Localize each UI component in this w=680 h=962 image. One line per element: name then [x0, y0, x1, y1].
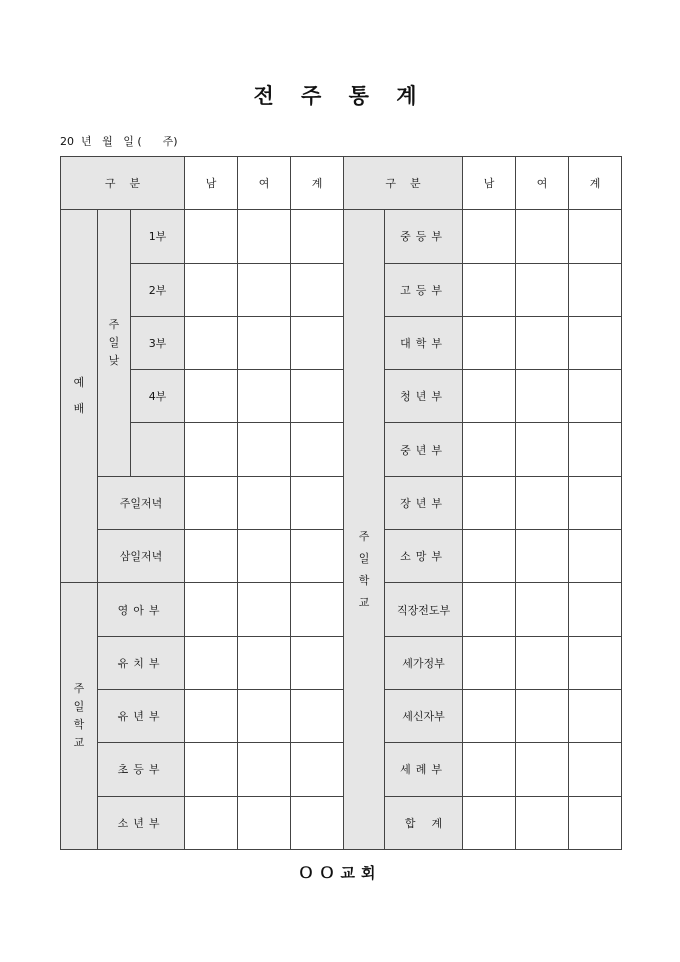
cell-female: [516, 316, 569, 369]
table-row: [61, 476, 622, 529]
cell-female: [516, 796, 569, 849]
cell-female: [516, 530, 569, 583]
table-row: [61, 316, 622, 369]
cell-male: [463, 476, 516, 529]
cell-total: [569, 796, 622, 849]
table-row: [61, 370, 622, 423]
cell-female: [238, 210, 291, 263]
cell-female: [238, 689, 291, 742]
cell-total: [569, 370, 622, 423]
table-row: [61, 583, 622, 636]
cell-female: [238, 743, 291, 796]
cell-total: [291, 210, 344, 263]
cell-total: [291, 316, 344, 369]
row-label-high-school: 고등부: [385, 263, 463, 316]
cell-male: [463, 423, 516, 476]
row-label-grand-total: 합계: [385, 796, 463, 849]
cell-female: [516, 743, 569, 796]
cell-male: [463, 263, 516, 316]
row-label-young-adult: 청년부: [385, 370, 463, 423]
cell-total: [569, 689, 622, 742]
cell-total: [569, 476, 622, 529]
row-label-workplace: 직장전도부: [385, 583, 463, 636]
cell-total: [569, 530, 622, 583]
cell-total: [291, 689, 344, 742]
row-label-new-family: 세가정부: [385, 636, 463, 689]
cell-female: [238, 796, 291, 849]
row-label-middle-aged: 중년부: [385, 423, 463, 476]
cell-total: [569, 423, 622, 476]
cell-total: [569, 743, 622, 796]
cell-female: [238, 370, 291, 423]
row-label-service-3: 3부: [131, 316, 185, 369]
row-label-college: 대학부: [385, 316, 463, 369]
cell-male: [463, 530, 516, 583]
cell-male: [185, 476, 238, 529]
cell-total: [569, 583, 622, 636]
cell-male: [463, 689, 516, 742]
cell-male: [463, 636, 516, 689]
row-label-youth: 소년부: [98, 796, 185, 849]
row-label-middle-school: 중등부: [385, 210, 463, 263]
cell-total: [291, 530, 344, 583]
cell-male: [185, 316, 238, 369]
cell-female: [238, 583, 291, 636]
cell-total: [291, 743, 344, 796]
table-row: [61, 210, 622, 263]
cell-female: [516, 476, 569, 529]
row-label-blank: [131, 423, 185, 476]
cell-male: [185, 530, 238, 583]
cell-female: [238, 263, 291, 316]
row-label-senior-adult: 장년부: [385, 476, 463, 529]
cell-total: [291, 476, 344, 529]
row-label-baptism: 세례부: [385, 743, 463, 796]
row-label-service-4: 4부: [131, 370, 185, 423]
header-female-left: 여: [238, 157, 291, 210]
row-label-service-2: 2부: [131, 263, 185, 316]
cell-male: [185, 636, 238, 689]
cell-female: [238, 316, 291, 369]
cell-male: [185, 743, 238, 796]
cell-female: [516, 689, 569, 742]
cell-female: [238, 530, 291, 583]
cell-total: [569, 210, 622, 263]
row-label-infant: 영아부: [98, 583, 185, 636]
header-male-right: 남: [463, 157, 516, 210]
table-row: [61, 530, 622, 583]
group-sunday-day: 주 일 낮: [98, 210, 131, 476]
church-name: ＯＯ교회: [298, 864, 382, 882]
cell-total: [291, 636, 344, 689]
page-title: 전 주 통 계: [253, 83, 427, 108]
table-row: [61, 263, 622, 316]
row-label-service-1: 1부: [131, 210, 185, 263]
table-row: [61, 796, 622, 849]
date-line: 20 년 월 일 ( 주): [60, 135, 178, 148]
cell-male: [463, 370, 516, 423]
table-row: [61, 689, 622, 742]
cell-male: [185, 263, 238, 316]
cell-male: [463, 583, 516, 636]
cell-male: [185, 796, 238, 849]
cell-total: [291, 263, 344, 316]
cell-total: [569, 263, 622, 316]
header-female-right: 여: [516, 157, 569, 210]
row-label-sunday-evening: 주일저녁: [98, 476, 185, 529]
cell-male: [185, 370, 238, 423]
cell-male: [463, 316, 516, 369]
header-male-left: 남: [185, 157, 238, 210]
header-row: [61, 157, 622, 210]
header-category-left: 구 분: [61, 157, 185, 210]
cell-female: [516, 583, 569, 636]
table-row: [61, 743, 622, 796]
cell-male: [185, 423, 238, 476]
row-label-kindergarten: 유치부: [98, 636, 185, 689]
cell-total: [291, 583, 344, 636]
group-sunday-school-left: 주 일 학 교: [61, 583, 98, 849]
cell-male: [463, 210, 516, 263]
row-label-elementary: 초등부: [98, 743, 185, 796]
cell-female: [516, 370, 569, 423]
statistics-table: [60, 156, 622, 850]
cell-total: [569, 636, 622, 689]
row-label-primary: 유년부: [98, 689, 185, 742]
cell-total: [569, 316, 622, 369]
cell-male: [185, 583, 238, 636]
cell-female: [516, 423, 569, 476]
cell-total: [291, 423, 344, 476]
cell-male: [185, 689, 238, 742]
cell-male: [185, 210, 238, 263]
table-row: [61, 423, 622, 476]
cell-female: [238, 636, 291, 689]
cell-female: [238, 476, 291, 529]
cell-female: [238, 423, 291, 476]
cell-male: [463, 743, 516, 796]
cell-female: [516, 636, 569, 689]
header-category-right: 구 분: [344, 157, 463, 210]
header-total-right: 계: [569, 157, 622, 210]
cell-total: [291, 370, 344, 423]
cell-female: [516, 210, 569, 263]
cell-male: [463, 796, 516, 849]
group-sunday-school-right: 주 일 학 교: [344, 210, 385, 850]
row-label-hope: 소망부: [385, 530, 463, 583]
header-total-left: 계: [291, 157, 344, 210]
table-row: [61, 636, 622, 689]
cell-female: [516, 263, 569, 316]
group-worship: 예 배: [61, 210, 98, 583]
row-label-wednesday-evening: 삼일저녁: [98, 530, 185, 583]
cell-total: [291, 796, 344, 849]
row-label-new-believer: 세신자부: [385, 689, 463, 742]
